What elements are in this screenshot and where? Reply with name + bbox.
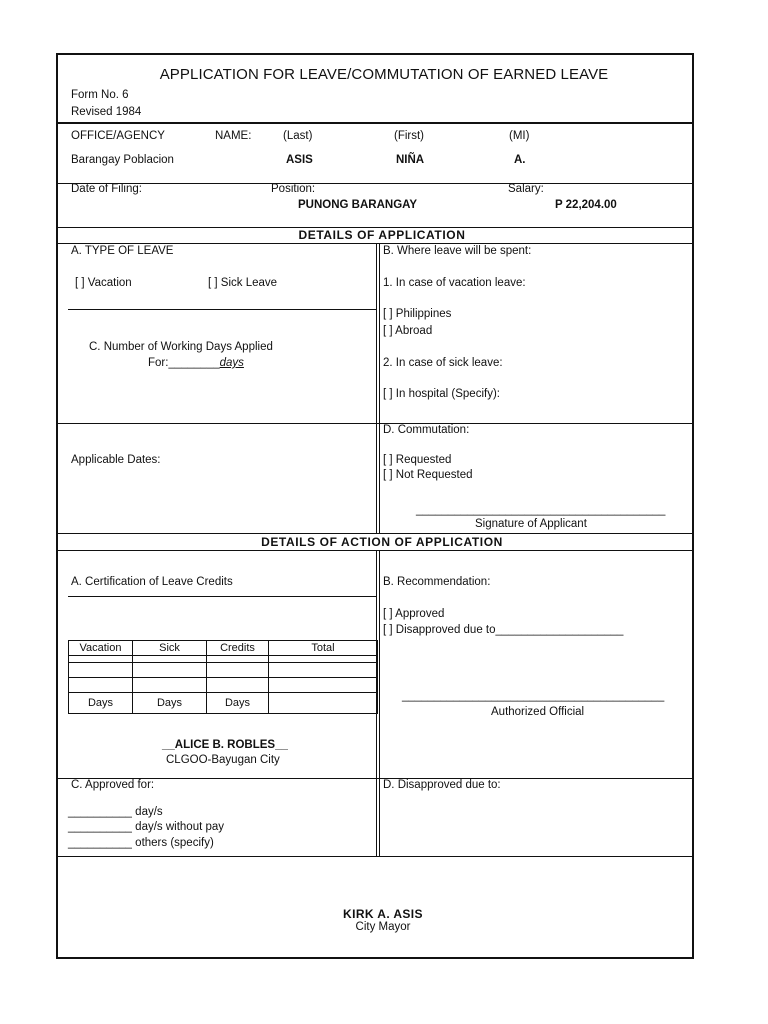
authorized-official-caption: Authorized Official: [491, 706, 585, 718]
approved-days-field[interactable]: [68, 806, 163, 818]
name-label: NAME:: [215, 130, 252, 142]
details-of-application-heading: DETAILS OF APPLICATION: [298, 228, 466, 242]
footer-cell: [269, 693, 378, 714]
salary-value: P 22,204.00: [555, 199, 617, 211]
requested-checkbox[interactable]: [ ] Requested: [383, 454, 452, 466]
form-number: Form No. 6: [71, 89, 129, 101]
divider: [57, 183, 694, 184]
disapproved-due-heading: D. Disapproved due to:: [383, 779, 501, 791]
column-divider: [379, 550, 380, 856]
column-divider: [376, 243, 377, 533]
working-days-unit: days: [219, 357, 244, 369]
certifier-name: __ALICE B. ROBLES__: [162, 739, 288, 751]
leave-credits-table: [68, 640, 378, 714]
divider: [57, 122, 694, 124]
certification-heading: A. Certification of Leave Credits: [71, 576, 233, 588]
last-name-label: (Last): [283, 130, 313, 142]
divider: [57, 533, 694, 534]
table-row: [69, 678, 378, 693]
table-header-row: [69, 641, 378, 656]
position-value: PUNONG BARANGAY: [298, 199, 418, 211]
divider: [68, 596, 376, 597]
philippines-checkbox[interactable]: [ ] Philippines: [383, 308, 452, 320]
approved-checkbox[interactable]: [ ] Approved: [383, 608, 445, 620]
date-of-filing-label: Date of Filing:: [71, 183, 142, 195]
details-of-action-heading: DETAILS OF ACTION OF APPLICATION: [261, 535, 503, 549]
column-divider: [379, 243, 380, 533]
abroad-checkbox[interactable]: [ ] Abroad: [383, 325, 433, 337]
approved-days-without-pay-field[interactable]: [68, 821, 224, 833]
footer-cell: Days: [133, 693, 207, 714]
where-spent-heading: B. Where leave will be spent:: [383, 245, 532, 257]
approved-for-heading: C. Approved for:: [71, 779, 155, 791]
approved-others-field[interactable]: [68, 837, 214, 849]
position-label: Position:: [271, 183, 316, 195]
first-name-value: NIÑA: [396, 154, 425, 166]
table-row: [69, 663, 378, 678]
applicant-signature-line[interactable]: _______________________________________: [416, 504, 666, 516]
commutation-heading: D. Commutation:: [383, 424, 470, 436]
table-row: [69, 656, 378, 663]
first-name-label: (First): [394, 130, 425, 142]
column-header-total: Total: [269, 641, 378, 656]
divider: [57, 856, 694, 857]
in-hospital-checkbox[interactable]: [ ] In hospital (Specify):: [383, 388, 500, 400]
sick-case-label: 2. In case of sick leave:: [383, 357, 503, 369]
working-days-field[interactable]: [148, 357, 244, 369]
vacation-case-label: 1. In case of vacation leave:: [383, 277, 526, 289]
salary-label: Salary:: [508, 183, 544, 195]
divider: [68, 309, 376, 310]
form-title: APPLICATION FOR LEAVE/COMMUTATION OF EARNED LEAVE: [159, 66, 609, 83]
last-name-value: ASIS: [286, 154, 313, 166]
middle-initial-label: (MI): [509, 130, 530, 142]
working-days-for: For:________: [148, 357, 220, 369]
middle-initial-value: A.: [514, 154, 526, 166]
authorized-signature-line[interactable]: _________________________________________: [402, 690, 665, 702]
column-header-vacation: Vacation: [69, 641, 133, 656]
office-value: Barangay Poblacion: [71, 154, 174, 166]
office-label: OFFICE/AGENCY: [71, 130, 165, 142]
blank-line: __________: [68, 837, 132, 849]
certifier-office: CLGOO-Bayugan City: [166, 754, 280, 766]
footer-cell: Days: [69, 693, 133, 714]
recommendation-heading: B. Recommendation:: [383, 576, 491, 588]
mayor-title: City Mayor: [355, 921, 411, 933]
form-revision: Revised 1984: [71, 106, 142, 118]
applicable-dates-label: Applicable Dates:: [71, 454, 161, 466]
blank-line: __________: [68, 821, 132, 833]
working-days-heading: C. Number of Working Days Applied: [89, 341, 273, 353]
days-label: day/s: [135, 806, 163, 818]
vacation-checkbox[interactable]: [ ] Vacation: [75, 277, 132, 289]
mayor-name: KIRK A. ASIS: [343, 907, 423, 921]
column-header-sick: Sick: [133, 641, 207, 656]
others-label: others (specify): [135, 837, 214, 849]
type-of-leave-heading: A. TYPE OF LEAVE: [71, 245, 174, 257]
disapproved-checkbox[interactable]: [ ] Disapproved due to____________________: [383, 624, 624, 636]
table-footer-row: [69, 693, 378, 714]
sick-leave-checkbox[interactable]: [ ] Sick Leave: [208, 277, 278, 289]
applicant-signature-caption: Signature of Applicant: [475, 518, 587, 530]
days-without-pay-label: day/s without pay: [135, 821, 225, 833]
column-header-credits: Credits: [207, 641, 269, 656]
not-requested-checkbox[interactable]: [ ] Not Requested: [383, 469, 473, 481]
footer-cell: Days: [207, 693, 269, 714]
blank-line: __________: [68, 806, 132, 818]
